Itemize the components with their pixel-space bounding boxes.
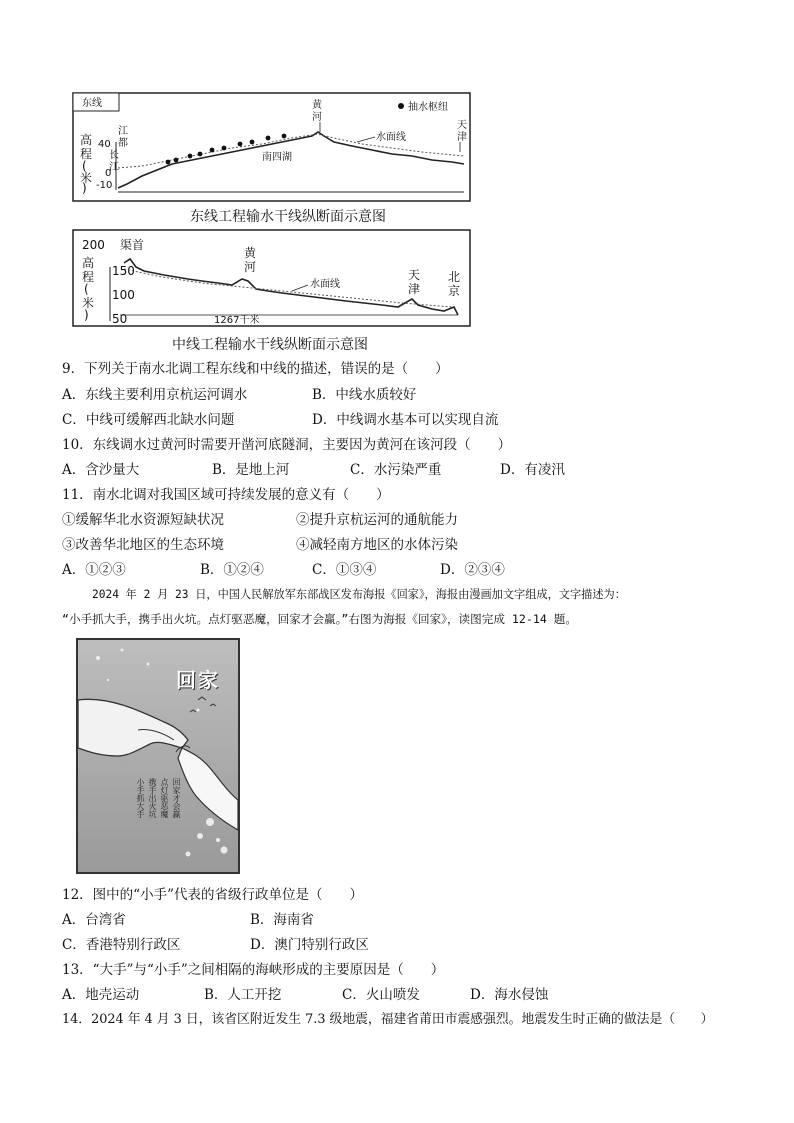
q14-stem: 14．2024 年 4 月 3 日，该省区附近发生 7.3 级地震，福建省莆田市震感强烈。地震发生时正确的做法是（ ） xyxy=(62,1012,714,1027)
q11-statement-4: ④减轻南方地区的水体污染 xyxy=(296,537,458,553)
place-beijing-1: 北 xyxy=(448,270,461,284)
q13-option-d[interactable]: D．海水侵蚀 xyxy=(470,987,549,1003)
q11-statement-3: ③改善华北地区的生态环境 xyxy=(62,537,224,553)
q10-option-d[interactable]: D．有凌汛 xyxy=(500,462,565,478)
poster-verse-col-3: 点灯驱恶魔 xyxy=(160,778,169,818)
place-yellow-1: 黄 xyxy=(244,246,257,260)
q11-stem: 11．南水北调对我国区域可持续发展的意义有（ ） xyxy=(62,487,390,503)
q12-option-c[interactable]: C．香港特别行政区 xyxy=(62,937,181,953)
east-tag: 东线 xyxy=(82,98,102,109)
tick-100: 100 xyxy=(112,288,135,302)
poster-verse-col-4: 回家才会赢 xyxy=(172,778,181,818)
poster-title: 回家 xyxy=(176,668,220,692)
place-qushou: 渠首 xyxy=(120,238,145,252)
y-label-1: 高 xyxy=(82,256,95,270)
q11-statement-2: ②提升京杭运河的通航能力 xyxy=(296,512,458,528)
tick-50: 50 xyxy=(112,312,128,326)
y-label-5: ) xyxy=(84,308,89,322)
tick-200: 200 xyxy=(82,238,105,252)
q13-option-b[interactable]: B．人工开挖 xyxy=(204,987,282,1003)
poster-image xyxy=(76,638,240,874)
q11-option-a[interactable]: A．①②③ xyxy=(62,562,126,578)
place-tianjin-2: 津 xyxy=(457,132,467,143)
east-line-diagram xyxy=(72,92,472,204)
q10-stem: 10．东线调水过黄河时需要开凿河底隧洞，主要因为黄河在该河段（ ） xyxy=(62,437,512,453)
q9-option-c[interactable]: C．中线可缓解西北缺水问题 xyxy=(62,412,235,428)
place-yellow-2: 河 xyxy=(312,112,322,123)
intro-line-1: 2024 年 2 月 23 日，中国人民解放军东部战区发布海报《回家》，海报由漫画加文字组成，文字描述为： xyxy=(92,588,626,601)
y-label-5: ) xyxy=(82,181,87,195)
place-yellow-2: 河 xyxy=(244,260,257,274)
q9-option-b[interactable]: B．中线水质较好 xyxy=(312,387,417,403)
pump-legend-icon xyxy=(398,103,404,109)
lake-label: 南四湖 xyxy=(262,152,292,163)
y-label-3: ( xyxy=(84,282,89,296)
q11-option-c[interactable]: C．①③④ xyxy=(312,562,377,578)
q10-option-b[interactable]: B．是地上河 xyxy=(212,462,290,478)
y-label-1: 高 xyxy=(80,133,93,147)
central-line-diagram xyxy=(72,229,472,329)
central-diagram-caption: 中线工程输水干线纵断面示意图 xyxy=(172,337,368,353)
q11-statement-1: ①缓解华北水资源短缺状况 xyxy=(62,512,224,528)
water-line-label: 水面线 xyxy=(376,132,406,143)
poster-verse-col-2: 携手出火坑 xyxy=(148,778,157,818)
q12-option-d[interactable]: D．澳门特别行政区 xyxy=(250,937,369,953)
q12-option-a[interactable]: A．台湾省 xyxy=(62,912,126,928)
distance-label: 1267千米 xyxy=(214,315,260,326)
place-tianjin-1: 天 xyxy=(408,268,421,282)
place-tianjin-1: 天 xyxy=(457,120,467,131)
q13-option-a[interactable]: A．地壳运动 xyxy=(62,987,140,1003)
y-label-4: 米 xyxy=(82,296,95,310)
place-jiangdu-2: 都 xyxy=(118,138,128,149)
q9-stem: 9．下列关于南水北调工程东线和中线的描述，错误的是（ ） xyxy=(62,361,449,377)
q11-option-d[interactable]: D．②③④ xyxy=(440,562,505,578)
water-line-label: 水面线 xyxy=(310,279,340,290)
y-label-2: 程 xyxy=(80,147,93,161)
y-label-3: ( xyxy=(82,159,87,173)
legend-label: 抽水枢纽 xyxy=(408,102,448,113)
y-label-2: 程 xyxy=(82,270,95,284)
q11-option-b[interactable]: B．①②④ xyxy=(200,562,264,578)
q13-option-c[interactable]: C．火山喷发 xyxy=(342,987,420,1003)
place-beijing-2: 京 xyxy=(448,284,461,298)
q10-option-c[interactable]: C．水污染严重 xyxy=(350,462,442,478)
y-label-4: 米 xyxy=(80,171,93,185)
tick-150: 150 xyxy=(112,264,135,278)
tick-minus10: -10 xyxy=(96,180,113,191)
place-jiangdu-1: 江 xyxy=(118,126,128,137)
q12-option-b[interactable]: B．海南省 xyxy=(250,912,314,928)
east-diagram-caption: 东线工程输水干线纵断面示意图 xyxy=(190,209,386,225)
tick-40: 40 xyxy=(98,139,111,150)
q13-stem: 13．“大手”与“小手”之间相隔的海峡形成的主要原因是（ ） xyxy=(62,962,445,978)
q12-stem: 12．图中的“小手”代表的省级行政单位是（ ） xyxy=(62,887,363,903)
poster-verse-col-1: 小手抓大手 xyxy=(136,778,145,818)
q9-option-d[interactable]: D．中线调水基本可以实现自流 xyxy=(312,412,499,428)
q9-option-a[interactable]: A．东线主要利用京杭运河调水 xyxy=(62,387,248,403)
tick-0: 0 xyxy=(105,168,112,179)
place-tianjin-2: 津 xyxy=(408,282,421,296)
place-yellow-1: 黄 xyxy=(312,100,322,111)
place-changjiang-2: 江 xyxy=(109,162,119,173)
q10-option-a[interactable]: A．含沙量大 xyxy=(62,462,140,478)
intro-line-2: “小手抓大手，携手出火坑。点灯驱恶魔，回家才会赢。”右图为海报《回家》，读图完成 12-14 题。 xyxy=(62,612,577,626)
place-changjiang-1: 长 xyxy=(109,150,119,161)
